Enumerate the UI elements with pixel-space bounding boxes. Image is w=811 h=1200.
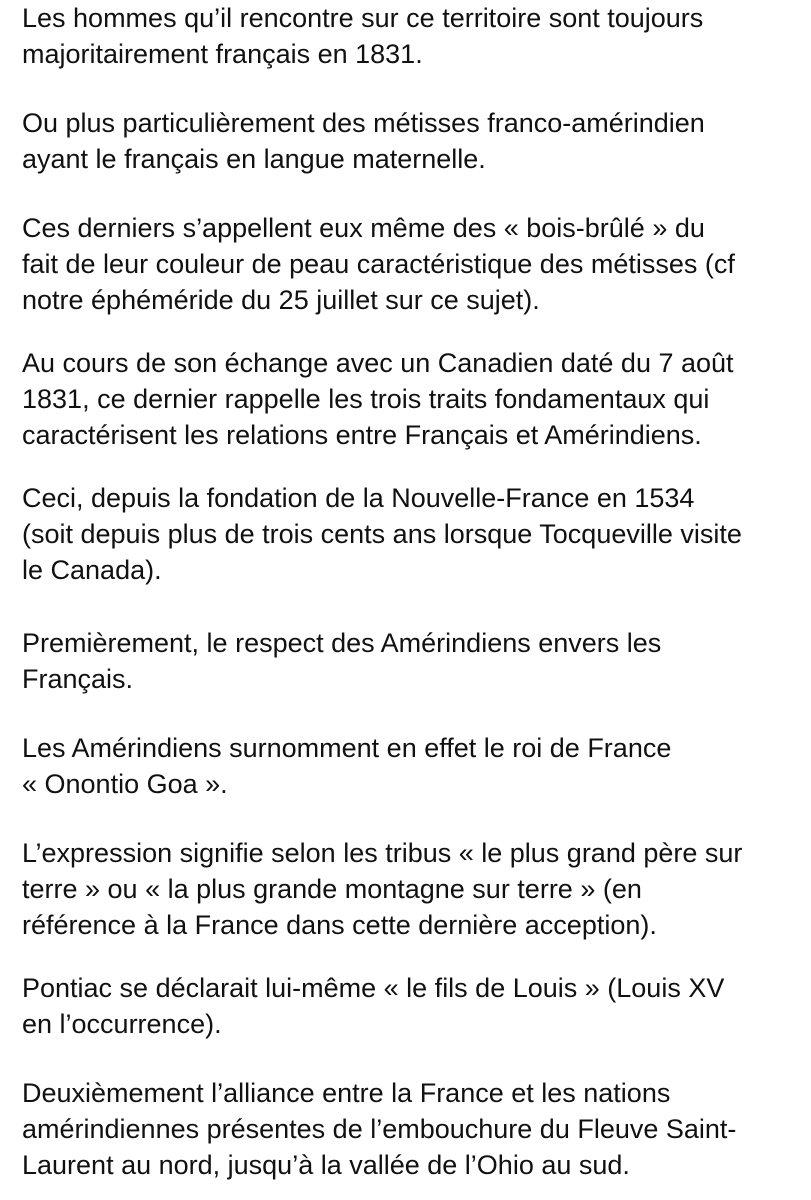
text-line: L’expression signifie selon les tribus « le plus grand père sur — [22, 838, 743, 868]
paragraph-respect — [22, 625, 802, 697]
paragraph-bois-brule — [22, 210, 802, 318]
text-line: Ceci, depuis la fondation de la Nouvelle-France en 1534 — [22, 483, 695, 513]
text-line: caractérisent les relations entre Français et Amérindiens. — [22, 420, 702, 450]
text-line: (soit depuis plus de trois cents ans lorsque Tocqueville visite — [22, 519, 742, 549]
text-line: référence à la France dans cette dernière acception). — [22, 910, 657, 940]
text-line: ayant le français en langue maternelle. — [22, 144, 486, 174]
text-line: Les Amérindiens surnomment en effet le roi de France — [22, 733, 672, 763]
text-line: fait de leur couleur de peau caractéristique des métisses (cf — [22, 249, 735, 279]
text-line: Laurent au nord, jusqu’à la vallée de l’Ohio au sud. — [22, 1150, 630, 1180]
text-line: Pontiac se déclarait lui-même « le fils de Louis » (Louis XV — [22, 973, 725, 1003]
paragraph-metis — [22, 105, 802, 177]
text-line: majoritairement français en 1831. — [22, 39, 423, 69]
text-line: en l’occurrence). — [22, 1009, 222, 1039]
paragraph-new-france — [22, 480, 802, 588]
text-line: amérindiennes présentes de l’embouchure du Fleuve Saint- — [22, 1114, 737, 1144]
text-line: Ou plus particulièrement des métisses franco-amérindien — [22, 108, 705, 138]
paragraph-french-majority — [22, 0, 802, 72]
paragraph-onontio-goa — [22, 730, 802, 802]
text-line: le Canada). — [22, 555, 162, 585]
paragraph-pontiac — [22, 970, 802, 1042]
text-line: 1831, ce dernier rappelle les trois traits fondamentaux qui — [22, 384, 710, 414]
text-line: Ces derniers s’appellent eux même des « bois-brûlé » du — [22, 213, 705, 243]
paragraph-alliance — [22, 1075, 802, 1183]
text-line: Les hommes qu’il rencontre sur ce territoire sont toujours — [22, 3, 704, 33]
text-line: Au cours de son échange avec un Canadien daté du 7 août — [22, 348, 734, 378]
text-line: Français. — [22, 664, 134, 694]
text-line: terre » ou « la plus grande montagne sur terre » (en — [22, 874, 642, 904]
paragraph-expression-meaning — [22, 835, 802, 943]
text-line: Deuxièmement l’alliance entre la France et les nations — [22, 1078, 671, 1108]
paragraph-canadian-exchange — [22, 345, 802, 453]
text-line: « Onontio Goa ». — [22, 769, 228, 799]
text-line: notre éphéméride du 25 juillet sur ce sujet). — [22, 285, 540, 315]
text-line: Premièrement, le respect des Amérindiens envers les — [22, 628, 662, 658]
